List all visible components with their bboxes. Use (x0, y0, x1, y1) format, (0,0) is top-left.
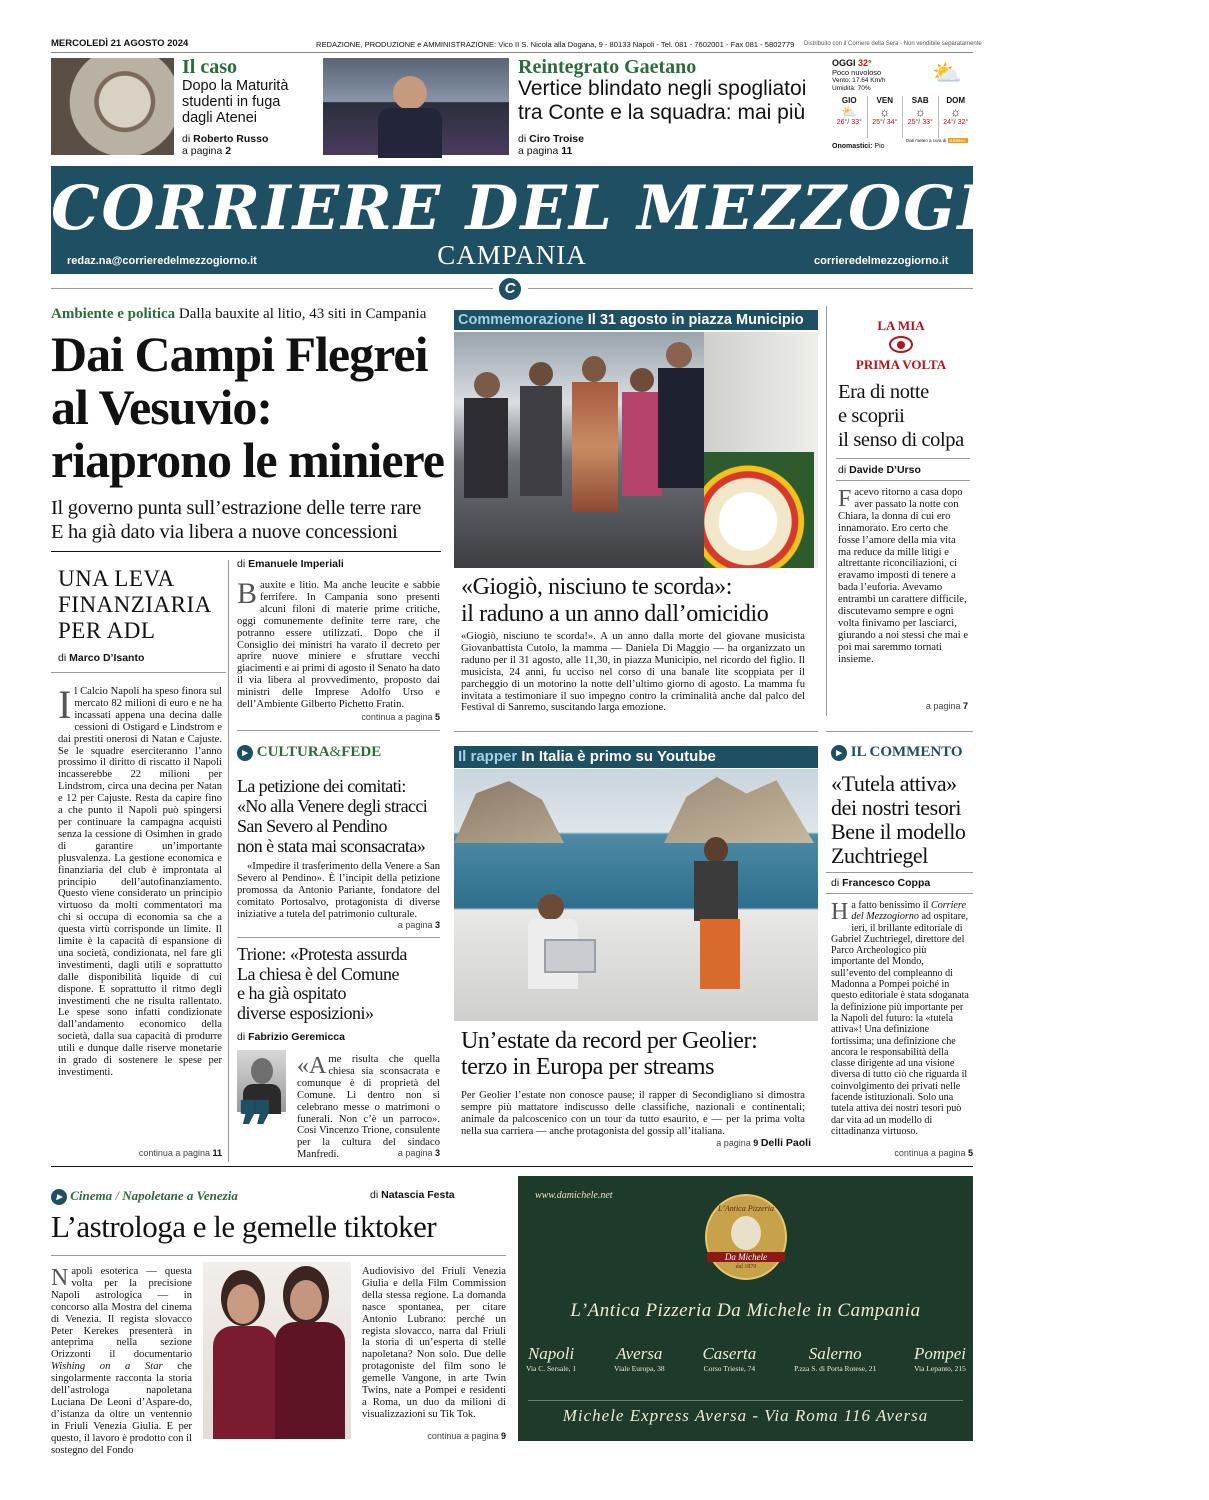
commento-drop-cap: H (831, 899, 849, 925)
commento-body-italic: Corriere del Mezzogiorno (851, 900, 966, 923)
teaser1-page-number[interactable]: 2 (225, 145, 232, 157)
adl-author: Marco D’Isanto (69, 652, 145, 664)
cinema-kicker1: Cinema (70, 1188, 113, 1203)
commemoration-photo (454, 332, 818, 568)
ad-city (702, 1344, 756, 1373)
partly-cloudy-icon: ⛅ (932, 60, 962, 87)
cultura-label2: FEDE (341, 744, 382, 760)
trione-headline[interactable] (237, 945, 447, 1023)
rapper-headline[interactable] (461, 1028, 821, 1080)
teaser1-kicker: Il caso (182, 56, 237, 78)
trione-body-text: me risulta che quella chiesa sia sconsacrata e comunque è di proprietà del Comune. Lì dentro non si celebrano messe o matrimoni o funerali. Non c’è un parroco». Così Vincenzo Trione, consulente per la cultura del sindaco Manfredi. (297, 1054, 440, 1161)
lead-continue-page[interactable]: 5 (434, 712, 440, 722)
lead-headline-line: al Vesuvio: (51, 379, 273, 435)
miavolta-title[interactable] (838, 380, 964, 452)
trione-quote-mark: «A (297, 1053, 327, 1079)
section-bullet-icon: ▸ (831, 745, 847, 761)
commento-headline[interactable] (831, 772, 966, 868)
teaser2-kicker: Reintegrato Gaetano (518, 56, 697, 78)
cultura-headline-line: San Severo al Pendino (237, 816, 387, 836)
ad-title: L’Antica Pizzeria Da Michele in Campania (570, 1300, 921, 1321)
commem-label-rest: Il 31 agosto in piazza Municipio (587, 312, 804, 328)
teaser2-by: di (518, 133, 527, 145)
rapper-author: Delli Paoli (760, 1137, 811, 1149)
adl-body-text: l Calcio Napoli ha speso finora sul mercato 82 milioni di euro e ne ha incassati appena una decina dalle cessioni di Ostigard e Lindstrom e dai prestiti onerosi di Natan e Cajuste. Se le squadre eserciteranno l’anno prossimo il diritto di riscatto il Napoli incasserebbe 22 milioni per Lindstrom, circa una decina per Natan e 12 per Cajuste. Resta da capire fino a che punto il Napoli può spingersi per continuare la campagna acquisti senza la cessione di Osimhen in grado di garantire un’importante plusvalenza. La gestione economica e finanziaria del club è improntata al principio dell’autofinanziamento. Questo viene considerato un principio virtuoso da molti commentatori ma chi si occupa di economia sa che a questa virtù corrisponde un limite. Il limite è la capacità di espansione di una società, condizionata, nel fare gli investimenti, dagli utili e soprattutto dalle disponibilità liquide di cui dispone. E soprattutto il ritmo degli investimenti che ne risulta rallentato. Le spese sono infatti condizionate dall’andamento economico della società, dalla sua capacità di produrre utili e dunque dalle riserve monetarie in grado di sostenere le spese per investimenti. (58, 686, 222, 1078)
commento-by: di (831, 877, 840, 889)
miavolta-label1: LA MIA (877, 318, 925, 333)
ad-seal-name: Da Michele (707, 1252, 785, 1262)
cultura-headline[interactable] (237, 776, 447, 856)
lead-continue: continua a pagina (361, 712, 433, 722)
quote-marks-icon: ❞ (238, 1091, 274, 1164)
adl-drop-cap: I (58, 682, 72, 727)
weather-humidity: Umidità: 70% (832, 85, 871, 92)
ad-cities (526, 1344, 966, 1373)
commento-continue: continua a pagina (894, 1148, 966, 1158)
cinema-by: di (370, 1189, 379, 1201)
rapper-headline-line: Un’estate da record per Geolier: (461, 1028, 758, 1054)
adl-title[interactable] (58, 566, 212, 644)
adl-title-line: FINANZIARIA (58, 592, 212, 617)
cultura-headline-line: La petizione dei comitati: (237, 776, 406, 796)
teaser1-page-label: a pagina (182, 145, 223, 157)
trione-continue-page[interactable]: 3 (434, 1148, 440, 1158)
lead-body (237, 577, 440, 711)
cultura-headline-line: non è stata mai sconsacrata» (237, 836, 426, 856)
lead-body-text: auxite e litio. Ma anche leucite e sabbie ferrifere. In Campania sono presenti alcuni filoni di materie prime critiche, oggi comunemente definite terre rare, che potranno essere utilizzati. Dopo che il Consiglio dei ministri ha varato il decreto per aprire nuove miniere e sfruttare vecchi giacimenti e ai primi di agosto il Senato ha dato il via libera al provvedimento, proposto dai ministri delle Imprese Adolfo Urso e dell’Ambiente Gilberto Pichetto Fratin. (237, 580, 440, 711)
ad-seal-top: L’Antica Pizzeria (718, 1204, 774, 1213)
teaser2-page-label: a pagina (518, 145, 559, 157)
ad-seal-year: dal 1870 (735, 1264, 757, 1270)
ad-city-name: Pompei (914, 1344, 966, 1363)
cinema-drop-cap: N (51, 1265, 69, 1291)
adl-by: di (58, 652, 67, 664)
ad-city-address: Viale Europa, 38 (614, 1364, 665, 1373)
issue-date: MERCOLEDÌ 21 AGOSTO 2024 (51, 38, 189, 49)
masthead-title[interactable]: CORRIERE DEL MEZZOGIORNO (51, 173, 1209, 244)
sun-icon: ☼ (950, 105, 962, 119)
ad-url[interactable]: www.damichele.net (535, 1190, 613, 1201)
ad-city-address: Via C. Sersale, 1 (526, 1364, 577, 1373)
pizzeria-ad[interactable] (518, 1176, 973, 1441)
editorial-address: REDAZIONE, PRODUZIONE e AMMINISTRAZIONE: Vico II S. Nicola alla Dogana, 9 - 80133 Napoli - Tel. 081 - 7602001 - Fax 081 - 5802779 (316, 40, 795, 49)
onomastici-value: Pio (874, 143, 885, 150)
lead-headline-line: riaprono le miniere (51, 432, 444, 488)
commento-section-label (831, 744, 963, 761)
section-bullet-icon: ▸ (237, 745, 253, 761)
commento-label: IL COMMENTO (850, 744, 963, 760)
cinema-author: Natascia Festa (381, 1189, 455, 1201)
masthead-region: CAMPANIA (437, 240, 587, 270)
weather-box (832, 58, 973, 154)
lead-headline-line: Dai Campi Flegrei (51, 326, 428, 382)
trione-body (297, 1054, 440, 1161)
lead-subheadline (51, 496, 421, 544)
forecast-day-temp: 25°/ 33° (907, 119, 933, 126)
miavolta-continue: a pagina (925, 701, 961, 711)
lead-kicker: Ambiente e politica (51, 306, 176, 322)
sun-icon: ☼ (914, 105, 926, 119)
lead-kicker-rest: Dalla bauxite al litio, 43 siti in Campania (178, 306, 427, 322)
cinema-col1-text: che singolarmente racconta la storia dell’astrologa napoletana Luciana De Leoni d’Aspare-do, d’istanza da oltre un ventennio in Friuli Venezia Giulia. E per questo, il lavoro è prodotto con il sostegno del Fondo (51, 1361, 192, 1456)
teaser1-author: Roberto Russo (193, 133, 269, 145)
ad-city (794, 1344, 876, 1373)
adl-continue: continua a pagina (138, 1148, 210, 1158)
ad-city-address: Corso Trieste, 74 (703, 1364, 756, 1373)
rapper-label-rest: In Italia è primo su Youtube (521, 748, 716, 765)
rapper-body: Per Geolier l’estate non conosce pause; il rapper di Secondigliano si dimostra sempre più mattatore indiscusso delle classifiche, nazionali e continentali; animale da palcoscenico con un tour da tutto esaurito, e — per la prima volta nella sua carriera — anche protagonista del gossip all’italiana. (461, 1090, 805, 1137)
eye-icon (889, 336, 913, 353)
masthead-email[interactable]: redaz.na@corrieredelmezzogiorno.it (67, 255, 257, 267)
sun-icon: ☼ (879, 105, 891, 119)
teaser1-by: di (182, 133, 191, 145)
lead-headline[interactable] (51, 328, 444, 487)
forecast-day-temp: 24°/ 32° (943, 119, 969, 126)
forecast-day-temp: 25°/ 34° (872, 119, 898, 126)
miavolta-drop-cap: F (838, 486, 852, 512)
commento-headline-line: dei nostri tesori (831, 795, 962, 820)
rapper-boat-photo (454, 769, 818, 1021)
cultura-label: CULTURA (256, 744, 330, 760)
lead-by: di (237, 558, 246, 570)
adl-continue-page[interactable]: 11 (212, 1148, 222, 1158)
trione-headline-line: e ha già ospitato (237, 983, 346, 1003)
miavolta-title-line: Era di notte (838, 381, 929, 403)
forecast-day-name: DOM (946, 96, 966, 105)
ad-city (526, 1344, 576, 1373)
forecast-day-name: GIO (841, 96, 857, 105)
cinema-continue: continua a pagina (427, 1431, 499, 1441)
miavolta-continue-page[interactable]: 7 (962, 701, 968, 711)
brand-logo-icon: C (499, 278, 521, 300)
cinema-kicker (51, 1188, 238, 1205)
trione-headline-line: Trione: «Protesta assurda (237, 944, 407, 964)
ad-city-name: Caserta (702, 1344, 757, 1363)
cultura-continue-page[interactable]: 3 (434, 920, 440, 930)
ad-express: Michele Express Aversa - Via Roma 116 Aversa (562, 1406, 929, 1425)
weather-forecast (832, 96, 973, 138)
miavolta-author: Davide D’Urso (849, 464, 921, 476)
cultura-body: «Impedire il trasferimento della Venere a San Severo al Pendino». È l’incipit della petizione promossa da Antonio Pariante, fondatore del comitato Portosalvo, protagonista di diverse iniziative a tutela del patrimonio culturale. (237, 861, 440, 920)
forecast-day-name: VEN (876, 96, 893, 105)
miavolta-body-text: acevo ritorno a casa dopo aver passato la notte con Chiara, la donna di cui ero innamorato. Ero certo che fosse l’amore della mia vita ma reduce da mille litigi e altrettante riconciliazioni, ci eravamo imposti di tenere a bada l’euforia. Avevamo entrambi un carattere difficile, discutevamo sempre e ogni volta finivamo per lasciarci, giurando a noi stessi che mai e poi mai saremmo tornati insieme. (838, 487, 969, 665)
weather-today-label: OGGI (832, 58, 856, 68)
commem-headline-line: «Giogiò, nisciuno te scorda»: (461, 574, 733, 600)
cinema-kicker2: Napoletane a Venezia (122, 1188, 238, 1203)
masthead-site[interactable]: corrieredelmezzogiorno.it (814, 255, 949, 267)
ad-city (914, 1344, 966, 1373)
cinema-slash: / (115, 1188, 120, 1203)
adl-title-line: PER ADL (58, 618, 156, 643)
weather-credit-brand: iLMeteo (949, 138, 966, 143)
cinema-col1 (51, 1266, 192, 1457)
ad-city-name: Aversa (616, 1344, 663, 1363)
cinema-col1-text: apoli esoterica — questa volta per la precisione Napoli astrologica — in concorso alla Mostra del cinema di Venezia. Il regista slovacco Peter Kerekes presenterà in anteprima nella sezione Orizzonti il documentario (51, 1266, 192, 1361)
twin-sisters-photo (203, 1262, 351, 1439)
weather-today-desc: Poco nuvoloso (832, 68, 882, 77)
adl-title-line: UNA LEVA (58, 566, 175, 591)
rapper-label-bar (454, 746, 818, 768)
onomastici-label: Onomastici: (832, 143, 873, 150)
lead-drop-cap: B (237, 577, 258, 610)
trione-author: Fabrizio Geremicca (248, 1031, 345, 1043)
commem-headline-line: il raduno a un anno dall’omicidio (461, 601, 769, 627)
ad-city-name: Salerno (808, 1344, 862, 1363)
commento-headline-line: Bene il modello (831, 819, 966, 844)
cinema-continue-page[interactable]: 9 (500, 1431, 506, 1441)
lead-author: Emanuele Imperiali (248, 558, 344, 570)
commento-continue-page[interactable]: 5 (967, 1148, 973, 1158)
weather-today-temp: 32° (858, 58, 872, 68)
miavolta-body (838, 487, 969, 666)
pizzeria-seal-logo (705, 1194, 787, 1280)
coach-photo (323, 58, 509, 155)
adl-body (58, 682, 222, 1079)
cinema-col2: Audiovisivo del Friuli Venezia Giulia e della Film Commission della stessa regione. La domanda nasce spontanea, per citare Antonio Lubrano: perché un regista slovacco, narra dal Friuli la storia di un’esperta di stelle napoletana? Non solo. Due delle protagoniste del film sono le gemelle Vangone, in arte Twin Twins, nate a Pompei e residenti a Roma, un duo da milioni di visualizzazioni su Tik Tok. (362, 1266, 506, 1420)
cinema-headline[interactable]: L’astrologa e le gemelle tiktoker (51, 1209, 437, 1244)
commem-label: Commemorazione (458, 312, 584, 328)
cultura-headline-line: «No alla Venere degli stracci (237, 796, 428, 816)
weather-credit: Dati meteo a cura di (906, 138, 947, 143)
trione-continue: a pagina (397, 1148, 433, 1158)
commento-author: Francesco Coppa (842, 877, 931, 889)
commem-body: «Giogiò, nisciuno te scorda!». A un anno dalla morte del giovane musicista Giovanbattista Cutolo, la mamma — Daniela Di Maggio — ha organizzato un raduno per il 31 agosto, alle 11,30, in piazza Municipio, nel ricordo del figlio. Il musicista, 24 anni, fu ucciso nel corso di una banale lite scoppiata per il parcheggio di un motorino la notte dell’ultimo giorno di agosto. La mamma fu invitata a testimoniare il suo impegno contro la criminalità anche dal palco del Festival di Sanremo, suscitando larga emozione. (461, 631, 805, 714)
commem-headline[interactable] (461, 574, 821, 628)
cloud-sun-icon: ⛅ (841, 105, 857, 119)
teaser2-text[interactable]: Vertice blindato negli spogliatoi tra Conte e la squadra: mai più (518, 77, 807, 124)
ad-city (614, 1344, 665, 1373)
commento-headline-line: «Tutela attiva» (831, 771, 957, 796)
miavolta-label2: PRIMA VOLTA (855, 357, 947, 372)
commento-body-text: ad ospitare, ieri, il brillante editoriale di Gabriel Zuchtriegel, direttore del Parco Archeologico più importante del Mondo, sull’evento del compleanno di Madonna a Pompei poiché in questo editoriale è stata sdoganata la definizione più importante per la Napoli del futuro: la «tutela attiva»! Una definizione fortissima; una definizione che ancora le responsabilità della classe dirigente ad una visione diversa di tutto ciò che riguarda il coinvolgimento dei privati nelle facende istituzionali. Solo una tutela attiva dei nostri tesori può dar vita ad un modello di cittadinanza virtuoso. (831, 911, 969, 1137)
teaser1-text[interactable]: Dopo la Maturità studenti in fuga dagli Atenei (182, 78, 289, 126)
university-seal-photo (51, 58, 174, 155)
forecast-day-name: SAB (911, 96, 929, 105)
miavolta-by: di (838, 464, 847, 476)
rapper-headline-line: terzo in Europa per streams (461, 1054, 715, 1080)
teaser2-page-number[interactable]: 11 (561, 145, 573, 157)
commento-body (831, 900, 969, 1137)
trione-headline-line: diverse esposizioni» (237, 1002, 374, 1023)
trione-by: di (237, 1031, 246, 1043)
weather-wind: Vento: 17.64 Km/h (832, 77, 886, 84)
cultura-continue: a pagina (397, 920, 433, 930)
miavolta-title-line: il senso di colpa (838, 429, 964, 451)
distribution-note: Distribuito con il Corriere della Sera - Non vendibile separatamente (804, 41, 982, 47)
cultura-section-label (237, 744, 381, 761)
rapper-label: Il rapper (458, 748, 518, 765)
ad-city-address: Via Lepanto, 215 (914, 1364, 966, 1373)
trione-headline-line: La chiesa è del Comune (237, 963, 399, 984)
ad-city-name: Napoli (527, 1344, 575, 1363)
rapper-continue: a pagina (716, 1138, 751, 1148)
miavolta-title-line: e scoprii (838, 405, 905, 427)
cinema-col1-italic: Wishing on a Star (51, 1361, 163, 1373)
commento-body-text: a fatto benissimo il (851, 900, 931, 911)
ad-city-address: P.zza S. di Porta Rotese, 21 (794, 1364, 877, 1373)
rapper-continue-page[interactable]: 9 (753, 1138, 759, 1148)
commem-label-bar (454, 310, 818, 330)
lead-sub-line: Il governo punta sull’estrazione delle terre rare (51, 497, 422, 519)
lead-sub-line: E ha già dato via libera a nuove concessioni (51, 521, 398, 543)
section-bullet-icon: ▸ (51, 1189, 67, 1205)
teaser2-author: Ciro Troise (529, 133, 584, 145)
forecast-day-temp: 26°/ 33° (836, 119, 862, 126)
commento-headline-line: Zuchtriegel (831, 843, 928, 868)
cultura-amp: & (329, 744, 342, 760)
